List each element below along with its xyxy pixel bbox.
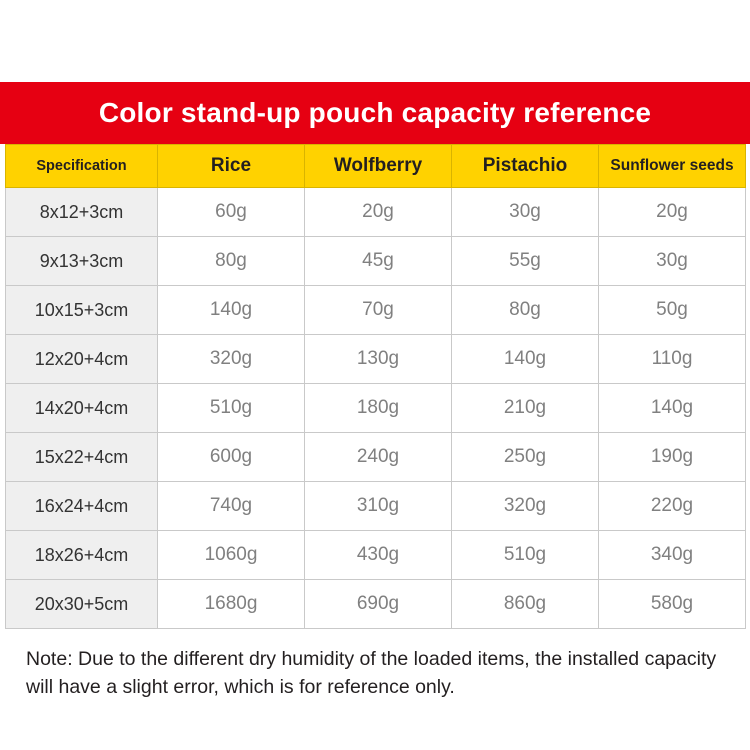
cell-wolfberry: 690g — [305, 580, 452, 629]
cell-sunflower: 110g — [599, 335, 746, 384]
table-row — [6, 188, 746, 237]
cell-wolfberry: 45g — [305, 237, 452, 286]
cell-pistachio: 30g — [452, 188, 599, 237]
cell-rice: 80g — [158, 237, 305, 286]
table-row — [6, 286, 746, 335]
cell-specification: 8x12+3cm — [6, 188, 158, 237]
cell-pistachio: 210g — [452, 384, 599, 433]
cell-wolfberry: 240g — [305, 433, 452, 482]
cell-sunflower: 140g — [599, 384, 746, 433]
column-header-wolfberry: Wolfberry — [305, 145, 452, 188]
cell-pistachio: 860g — [452, 580, 599, 629]
table-row — [6, 482, 746, 531]
cell-rice: 1680g — [158, 580, 305, 629]
column-header-rice: Rice — [158, 145, 305, 188]
table-body — [6, 188, 746, 629]
table-row — [6, 531, 746, 580]
cell-specification: 18x26+4cm — [6, 531, 158, 580]
cell-pistachio: 140g — [452, 335, 599, 384]
cell-rice: 320g — [158, 335, 305, 384]
footnote: Note: Due to the different dry humidity of the loaded items, the installed capacity will have a slight error, which is for reference only. — [26, 648, 717, 699]
capacity-table — [5, 144, 746, 629]
cell-rice: 60g — [158, 188, 305, 237]
cell-rice: 1060g — [158, 531, 305, 580]
cell-specification: 16x24+4cm — [6, 482, 158, 531]
cell-sunflower: 340g — [599, 531, 746, 580]
cell-wolfberry: 430g — [305, 531, 452, 580]
cell-pistachio: 510g — [452, 531, 599, 580]
table-row — [6, 237, 746, 286]
table-row — [6, 433, 746, 482]
cell-specification: 12x20+4cm — [6, 335, 158, 384]
table-header-row — [6, 145, 746, 188]
cell-specification: 9x13+3cm — [6, 237, 158, 286]
cell-specification: 14x20+4cm — [6, 384, 158, 433]
cell-wolfberry: 130g — [305, 335, 452, 384]
cell-pistachio: 250g — [452, 433, 599, 482]
cell-sunflower: 20g — [599, 188, 746, 237]
table-row — [6, 335, 746, 384]
cell-rice: 510g — [158, 384, 305, 433]
table-row — [6, 580, 746, 629]
cell-rice: 740g — [158, 482, 305, 531]
cell-sunflower: 30g — [599, 237, 746, 286]
cell-specification: 15x22+4cm — [6, 433, 158, 482]
cell-rice: 600g — [158, 433, 305, 482]
title-banner — [0, 82, 750, 144]
cell-pistachio: 55g — [452, 237, 599, 286]
cell-rice: 140g — [158, 286, 305, 335]
table-header — [6, 145, 746, 188]
cell-pistachio: 320g — [452, 482, 599, 531]
page-title: Color stand-up pouch capacity reference — [98, 97, 652, 128]
table-row — [6, 384, 746, 433]
cell-pistachio: 80g — [452, 286, 599, 335]
column-header-sunflower-seeds: Sunflower seeds — [599, 145, 746, 188]
cell-sunflower: 190g — [599, 433, 746, 482]
cell-wolfberry: 180g — [305, 384, 452, 433]
cell-wolfberry: 20g — [305, 188, 452, 237]
cell-specification: 20x30+5cm — [6, 580, 158, 629]
cell-sunflower: 220g — [599, 482, 746, 531]
cell-sunflower: 580g — [599, 580, 746, 629]
capacity-reference-sheet — [0, 82, 750, 702]
column-header-pistachio: Pistachio — [452, 145, 599, 188]
cell-wolfberry: 310g — [305, 482, 452, 531]
cell-sunflower: 50g — [599, 286, 746, 335]
cell-wolfberry: 70g — [305, 286, 452, 335]
cell-specification: 10x15+3cm — [6, 286, 158, 335]
column-header-specification: Specification — [6, 145, 158, 188]
